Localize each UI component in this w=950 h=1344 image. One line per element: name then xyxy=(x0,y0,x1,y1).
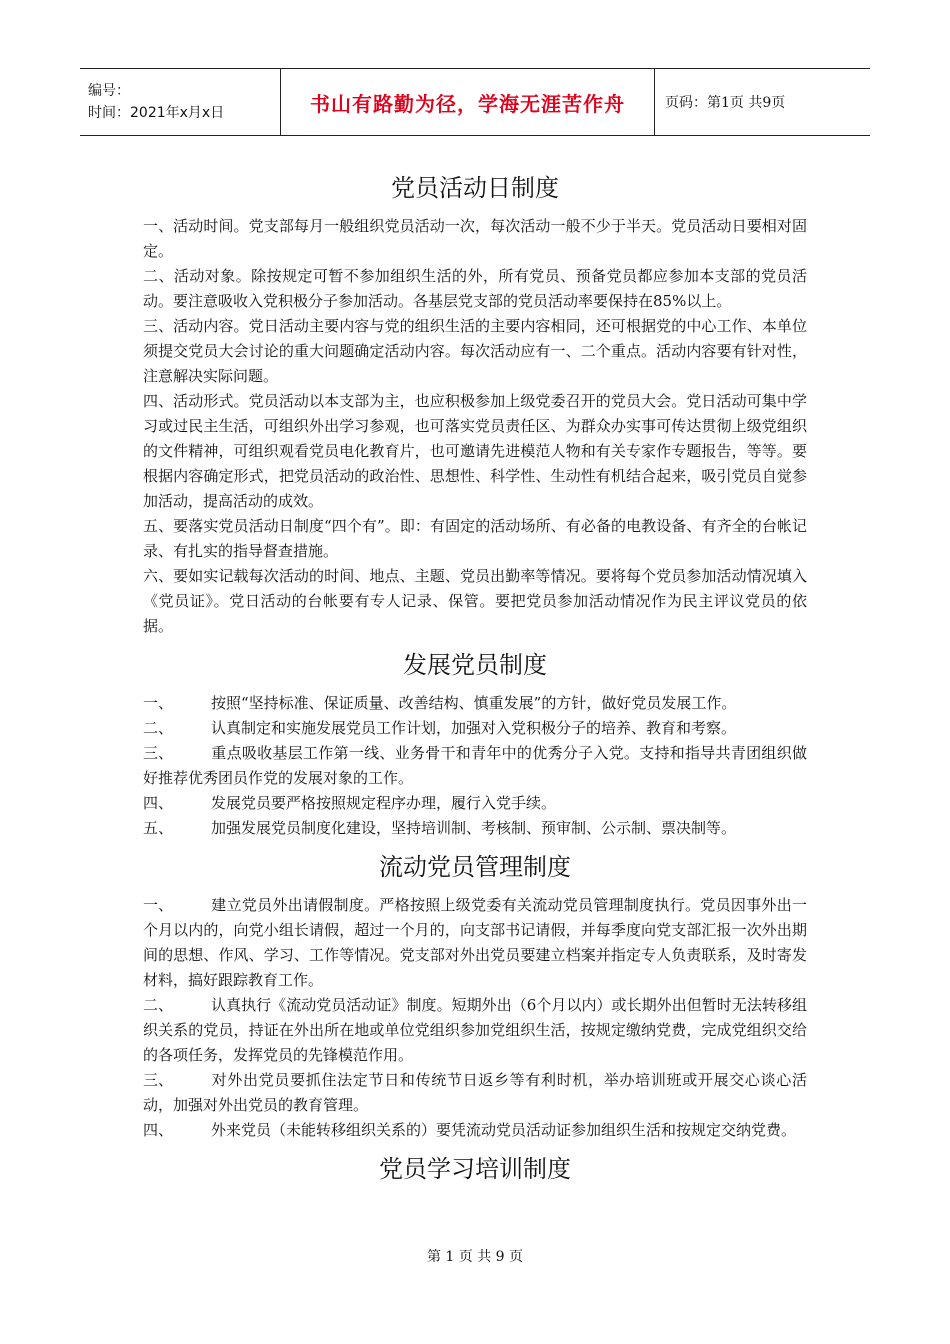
document-body xyxy=(143,162,807,1195)
header-meta xyxy=(80,69,280,135)
section-title: 发展党员制度 xyxy=(403,651,547,679)
paragraph-text: 加强发展党员制度化建设，坚持培训制、考核制、预审制、公示制、票决制等。 xyxy=(211,819,737,837)
document-number-label: 编号： xyxy=(88,83,130,99)
paragraph-number: 二、 xyxy=(143,719,174,737)
paragraph-number: 四、 xyxy=(143,1121,174,1139)
paragraph-text: 重点吸收基层工作第一线、业务骨干和青年中的优秀分子入党。支持和指导共青团组织做好推荐优秀团员作党的发展对象的工作。 xyxy=(143,744,807,787)
page-footer: 第 1 页 共 9 页 xyxy=(426,1249,524,1265)
section-paragraph xyxy=(143,564,807,639)
paragraph-text: 五、要落实党员活动日制度“四个有”。即：有固定的活动场所、有必备的电教设备、有齐全的台帐记录、有扎实的指导督查措施。 xyxy=(143,517,807,560)
section-paragraph xyxy=(143,893,807,993)
section-paragraph xyxy=(143,1068,807,1118)
paragraph-text: 二、活动对象。除按规定可暂不参加组织生活的外，所有党员、预备党员都应参加本支部的党员活动。要注意吸收入党积极分子参加活动。各基层党支部的党员活动率要保持在85%以上。 xyxy=(143,267,807,310)
paragraph-number: 四、 xyxy=(143,794,174,812)
section-paragraph xyxy=(143,993,807,1068)
page-header xyxy=(80,68,870,136)
section-title: 流动党员管理制度 xyxy=(379,853,571,881)
paragraph-text: 认真执行《流动党员活动证》制度。短期外出（6个月以内）或长期外出但暂时无法转移组织关系的党员，持证在外出所在地或单位党组织参加党组织生活，按规定缴纳党费，完成党组织交给的各项任务，发挥党员的先锋模范作用。 xyxy=(143,996,807,1064)
header-page-info xyxy=(655,69,870,135)
section-paragraph xyxy=(143,791,807,816)
paragraph-text: 认真制定和实施发展党员工作计划，加强对入党积极分子的培养、教育和考察。 xyxy=(211,719,737,737)
document-date: 时间：2021年x月x日 xyxy=(88,105,225,121)
paragraph-text: 外来党员（未能转移组织关系的）要凭流动党员活动证参加组织生活和按规定交纳党费。 xyxy=(211,1121,797,1139)
section-paragraph xyxy=(143,1118,807,1143)
section-paragraph xyxy=(143,716,807,741)
section-paragraph xyxy=(143,389,807,514)
paragraph-text: 对外出党员要抓住法定节日和传统节日返乡等有利时机，举办培训班或开展交心谈心活动，加强对外出党员的教育管理。 xyxy=(143,1071,807,1114)
section-paragraph xyxy=(143,514,807,564)
section-paragraph xyxy=(143,314,807,389)
motto-text: 书山有路勤为径，学海无涯苦作舟 xyxy=(310,91,625,116)
section-paragraph xyxy=(143,741,807,791)
paragraph-number: 三、 xyxy=(143,744,174,762)
section-paragraph xyxy=(143,264,807,314)
paragraph-text: 一、活动时间。党支部每月一般组织党员活动一次，每次活动一般不少于半天。党员活动日要相对固定。 xyxy=(143,217,807,260)
paragraph-text: 发展党员要严格按照规定程序办理，履行入党手续。 xyxy=(211,794,557,812)
section-paragraph xyxy=(143,816,807,841)
paragraph-number: 三、 xyxy=(143,1071,174,1089)
section-title: 党员学习培训制度 xyxy=(379,1155,571,1183)
paragraph-text: 建立党员外出请假制度。严格按照上级党委有关流动党员管理制度执行。党员因事外出一个月以内的，向党小组长请假，超过一个月的，向支部书记请假，并每季度向党支部汇报一次外出期间的思想、作风、学习、工作等情况。党支部对外出党员要建立档案并指定专人负责联系，及时寄发材料，搞好跟踪教育工作。 xyxy=(143,896,807,989)
paragraph-number: 二、 xyxy=(143,996,174,1014)
page-info-text: 页码：第1页 共9页 xyxy=(665,95,786,111)
paragraph-text: 按照“坚持标准、保证质量、改善结构、慎重发展”的方针，做好党员发展工作。 xyxy=(211,694,737,712)
paragraph-number: 五、 xyxy=(143,819,174,837)
paragraph-number: 一、 xyxy=(143,896,174,914)
paragraph-text: 六、要如实记载每次活动的时间、地点、主题、党员出勤率等情况。要将每个党员参加活动情况填入《党员证》。党日活动的台帐要有专人记录、保管。要把党员参加活动情况作为民主评议党员的依据。 xyxy=(143,567,807,635)
paragraph-text: 四、活动形式。党员活动以本支部为主，也应积极参加上级党委召开的党员大会。党日活动可集中学习或过民主生活，可组织外出学习参观，也可落实党员责任区、为群众办实事可传达贯彻上级党组织的文件精神，可组织观看党员电化教育片，也可邀请先进模范人物和有关专家作专题报告，等等。要根据内容确定形式，把党员活动的政治性、思想性、科学性、生动性有机结合起来，吸引党员自觉参加活动，提高活动的成效。 xyxy=(143,392,807,510)
paragraph-number: 一、 xyxy=(143,694,174,712)
header-motto xyxy=(280,69,655,135)
paragraph-text: 三、活动内容。党日活动主要内容与党的组织生活的主要内容相同，还可根据党的中心工作、本单位须提交党员大会讨论的重大问题确定活动内容。每次活动应有一、二个重点。活动内容要有针对性，注意解决实际问题。 xyxy=(143,317,807,385)
section-paragraph xyxy=(143,214,807,264)
section-title: 党员活动日制度 xyxy=(391,174,559,202)
section-paragraph xyxy=(143,691,807,716)
